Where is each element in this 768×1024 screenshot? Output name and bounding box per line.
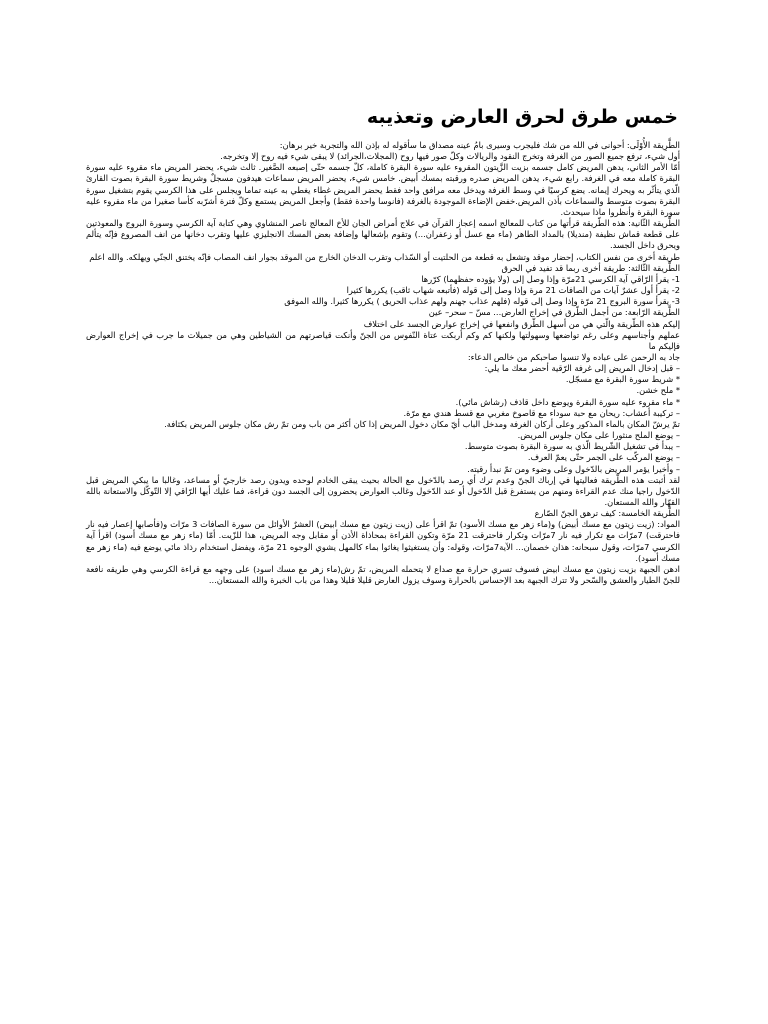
paragraph: الطّريقة الخامسة: كيف ترهق الجنّ الصّارع: [534, 508, 680, 519]
paragraph: المواد: (زيت زيتون مع مسك أبيض) و(ماء زهر مع مسك الأسود) تمّ اقرأ على (زيت زيتون مع مسك ابيض) العشرٌ الأوائل من سورة الصافات 3 مرّات و(فأصابها إعصار فيه نار فاحترقت) 7مرّات مع تكرار فيه نار 7مرّات وتكرار فاحترقت 21 مرّة وتكون القراءة بمحاذاة الأذن أو مقابل وجه المريض، هذا للزّيت. أمّا (ماء زهر مع مسك أسود) اقرأ آية الكرسي 7مرّات، وقول سبحانه: هذان خصمان... الآية7مرّات، وقوله: وأن يستغيثوا يغاثوا بماء كالمهل يشوي الوجوه 21 مرّة، ويفضل استخدام رذاذ مائي يوضع فيه (ماء زهر مع مسك أسود).: [86, 519, 681, 563]
paragraph: الطَّريقة الرّابعة: من أجمل الطّرق في إخراج العارض... مسّ – سحر– عين: [428, 307, 680, 318]
document-title: خمس طرق لحرق العارض وتعذيبه: [366, 106, 678, 128]
list-item: * ماء مقروء عليه سورة البقرة ويوضع داخل قاذف (رشاش مائي).: [455, 396, 680, 407]
paragraph: الطَّريقة الثّالثة: طريقة أخرى ربما قد تفيد في الحرق: [501, 262, 680, 273]
paragraph: الطَّريقة الثّانية: هذه الطّريقة قرأتها من كتاب للمعالج اسمه إعجاز القرآن في علاج أمراض الجان للأخ المعالج ناصر المنشاوي وهي كتابة آية الكرسي وسورة البروج والمعوذتين على قطعة قماش نظيفة (منديلا) بالمداد الطاهر (ماء مع عسل أو زعفران...) وتقوم بإشعالها وإضافة بعض المسك الانجليزي عليها وتقرب دخانها من انف المصروع فإنّه يتألم ويحرق داخل الجسد.: [86, 218, 680, 251]
list-item: 2- يقرأ أول عشرٌ آيات من الصافات 21 مرة وإذا وصل إلى قوله (فأتبعه شهاب ثاقب) يكررها كثيرا: [346, 285, 680, 296]
paragraph: أمّا الأمر الثاني، يدهن المريض كامل جسمه بزيت الزَّيتون المقروء عليه سورة البقرة كاملة، كلّ جسمه حتّى إصبعه الصَّغير. ثالث شيء، يحضر المريض ماء مقروء عليه سورة البقرة كاملة معه في الغرفة. رابع شيء، يدهن المريض صدره ورقبته بمسك أبيض. خامس شيء، يحضر المريض سماعات هيدفون مسجلٌ وشريط سورة البقرة بصوت القارئ الّذي يتأثّر به ويحرك إيمانه. يضع كرسيًا في وسط الغرفة ويدخل معه مرافق واحد فقط يحضر المريض غطاء يغطي به عينه تماما ويجلس على هذا الكرسي يقوم بتشغيل سورة البقرة بصوت متوسط والسماعات بأذن المريض.خفض الإضاءة الموجودة بالغرفة (فانوسا واحدة فقط) وأجعل المريض يستمع وكلّ فترة أشرّبه كأسا صغيرا من ماء مقروء عليه سورة البقرة وأنظروا ماذا سيحدث.: [86, 162, 680, 217]
list-item: – وأخيرا يؤمر المريض بالدّخول وعلى وضوء ومن تمّ نبدأ رقيته.: [467, 463, 680, 474]
list-item: – يوضع المركّب على الجمر حتّى يعمّ العرف.: [527, 452, 680, 463]
paragraph: عملهم وأجناسهم وعلى رغم تواضعها وسهولتها ولكنها كم وكم أربكت عتاة النّفوس من الجنّ وأنكت قياصرتهم من الشياطين وهي من جميلات ما جرب في إخراج العوارض فإليكم ما: [86, 329, 680, 351]
list-item: – يوضع الملح منثورا على مكان جلوس المريض.: [517, 430, 680, 441]
paragraph: أول شيء، ترفع جميع الصور من الغرفة وتخرج النقود والريالات وكلّ صور فيها روح (المجلات،الجرائد) لا يبقى شيء فيه روح إلا وتخرجه.: [220, 151, 680, 162]
paragraph: إليكم هذه الطّريقة والّتي هي من أسهل الطّرق وانفعها في إخراج عوارض الجسد على اختلاف: [363, 318, 680, 329]
paragraph: ادهن الجبهة بزيت زيتون مع مسك ابيض فسوف تسري حرارة مع صداع لا يتحمله المريض، تمّ رش(ماء زهر مع مسك اسود) على وجهه مع قراءة الكرسي وهي طريقه نافعة للجنّ الطيار والعشق والسّحر ولا تترك الجبهة بعد الإحساس بالحرارة وسوف يزول العارض قليلا قليلا وهذا من باب الخبرة والله المستعان...: [86, 563, 680, 586]
document-body: [86, 140, 680, 586]
list-item: * شريط سورة البقرة مع مسجّل.: [565, 374, 680, 385]
paragraph: طريقة أخرى من نفس الكتاب، إحضار موقد وتشعل به قطعة من الحلتيت أو السّذاب وتقرب الدخان الخارج من الموقد بجوار انف المصاب فإنّه يختنق الجنّي ويهلكه. والله اعلم: [89, 251, 680, 262]
list-item: * ملح خشن.: [636, 385, 680, 396]
list-item: 3- يقرأ سورة البروج 21 مرّة وإذا وصل إلى قوله (فلهم عذاب جهنم ولهم عذاب الحريق ) يكررها كثيرا. والله الموفق: [284, 296, 680, 307]
list-item: – قبل إدخال المريض إلى غرفة الرّقية أحضر معك ما يلي:: [484, 363, 680, 374]
paragraph: الطَّرِيقة الأُوْلَى: أحوانى في الله من شك فليجرب وسيرى بامُ عينه مصداق ما سأقوله له بإذن الله والتجربة خير برهان:: [279, 140, 680, 150]
paragraph: تمّ يرشّ المكان بالماء المذكور وعلى أركان الغرفة ومدخل الباب أيّ مكان دخول المريض إذا كان أكثر من باب ومن تمّ رش مكان جلوس المريض بكثافة.: [164, 418, 680, 429]
paragraph: جاد به الرحمن على عباده ولا تنسوا صاحبكم من خالص الدعاء:: [467, 351, 680, 362]
list-item: – تركيبة أعشاب: ريحان مع حبة سوداء مع قاصوخ مغربي مع قسط هندي مع مرّة.: [403, 407, 680, 418]
paragraph: لقد أثبتت هذه الطّريقة فعاليتها في إرباك الجنّ وعدم ترك أي رصد بالدّخول مع الحالة بحيث يبقى الخادم لوحده ويدون رصد خارجيّ أو مساعد، وغالبا ما يبكي المريض قبل الدّخول راجيا منك عدم القراءة ومنهم من يستفرغ قبل الدّخول أو عند الدّخول وغالب العوارض يحضرون إلى الجسد دون قراءة، فما عليك أيها الرّاقي إلا التّوكّل والاستعانة بالله القهّار والله المستعان.: [86, 474, 680, 507]
list-item: – يبدأ في تشغيل الشّريط الّذي به سورة البقرة بصوت متوسط.: [464, 441, 680, 452]
list-item: 1- يقرأ الرّاقي آية الكرسي 21مرّة وإذا وصل إلى (ولا يؤوده حفظهما) كرّرها: [421, 273, 680, 284]
